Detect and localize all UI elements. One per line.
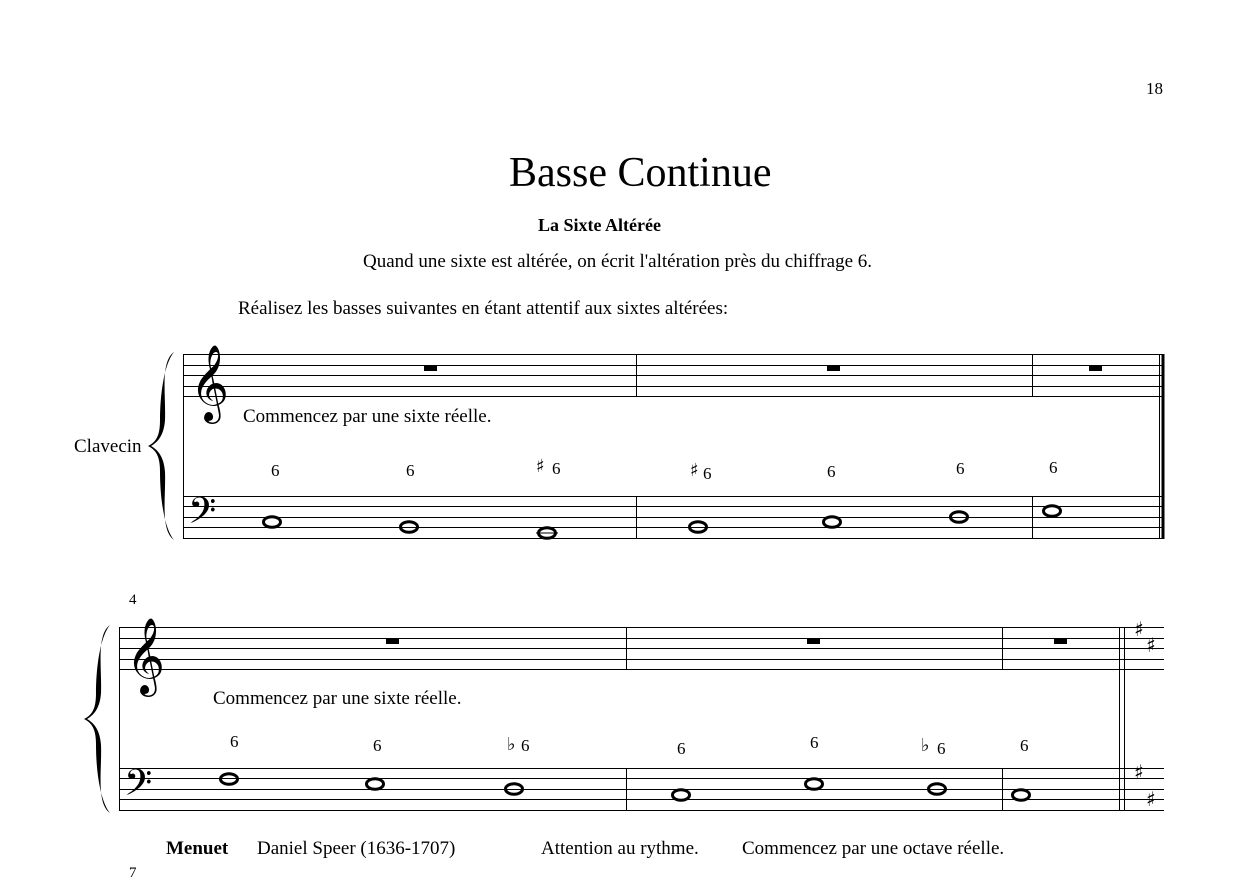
treble-staff-2	[119, 628, 1164, 670]
section-subtitle: La Sixte Altérée	[538, 215, 661, 235]
piece-title: Menuet	[166, 838, 229, 859]
start-note: Commencez par une octave réelle.	[742, 838, 1005, 859]
whole-note-icon	[673, 790, 690, 801]
next-measure-number: 7	[129, 865, 137, 881]
whole-rest-icon	[827, 365, 840, 371]
figure-accidental: ♯	[690, 460, 699, 481]
whole-rest-icon	[1054, 638, 1067, 644]
figure-number: 6	[521, 736, 530, 755]
bass-staff-2	[119, 769, 1164, 811]
figure-number: 6	[956, 459, 965, 478]
measure-number: 4	[129, 592, 137, 608]
whole-note-icon	[824, 517, 841, 528]
whole-note-icon	[1044, 506, 1061, 517]
bass-clef-icon: 𝄢	[188, 490, 217, 541]
treble-clef-icon: 𝄞	[126, 617, 166, 694]
whole-note-icon	[536, 528, 558, 539]
figure-number: 6	[1020, 736, 1029, 755]
whole-note-icon	[264, 517, 281, 528]
sharp-icon: ♯	[1134, 617, 1144, 641]
barlines-2	[120, 627, 1125, 811]
figure-number: 6	[552, 459, 561, 478]
barlines-1	[184, 354, 1160, 539]
page-title: Basse Continue	[509, 150, 772, 196]
whole-rest-icon	[424, 365, 437, 371]
exercise-instruction: Réalisez les basses suivantes en étant attentif aux sixtes altérées:	[238, 298, 729, 319]
sharp-icon: ♯	[1146, 633, 1156, 657]
figure-number: 6	[937, 739, 946, 758]
brace-icon	[84, 625, 110, 813]
figure-number: 6	[703, 464, 712, 483]
figure-number: 6	[810, 733, 819, 752]
figure-number: 6	[406, 461, 415, 480]
sharp-icon: ♯	[1134, 760, 1144, 784]
treble-clef-icon: 𝄞	[190, 344, 230, 421]
figure-accidental: ♯	[536, 456, 545, 477]
figure-number: 6	[271, 461, 280, 480]
sharp-icon: ♯	[1146, 787, 1156, 811]
whole-note-icon	[1013, 790, 1030, 801]
figure-accidental: ♭	[507, 734, 516, 755]
treble-staff-1	[183, 355, 1164, 397]
whole-rest-icon	[1089, 365, 1102, 371]
rhythm-note: Attention au rythme.	[541, 838, 699, 859]
figure-number: 6	[677, 739, 686, 758]
page-number: 18	[1146, 79, 1163, 98]
figure-number: 6	[1049, 458, 1058, 477]
whole-note-icon	[806, 779, 823, 790]
whole-rest-icon	[386, 638, 399, 644]
figure-number: 6	[373, 736, 382, 755]
figure-number: 6	[230, 732, 239, 751]
exercise-hint: Commencez par une sixte réelle.	[213, 688, 462, 709]
whole-note-icon	[367, 779, 384, 790]
brace-icon	[148, 352, 174, 540]
composer: Daniel Speer (1636-1707)	[257, 838, 456, 859]
figure-number: 6	[827, 462, 836, 481]
exercise-hint: Commencez par une sixte réelle.	[243, 406, 492, 427]
bass-staff-1	[183, 497, 1164, 539]
figure-accidental: ♭	[921, 735, 930, 756]
bass-clef-icon: 𝄢	[124, 762, 153, 813]
rule-text: Quand une sixte est altérée, on écrit l'altération près du chiffrage 6.	[363, 251, 873, 272]
whole-rest-icon	[807, 638, 820, 644]
instrument-label: Clavecin	[74, 436, 142, 457]
